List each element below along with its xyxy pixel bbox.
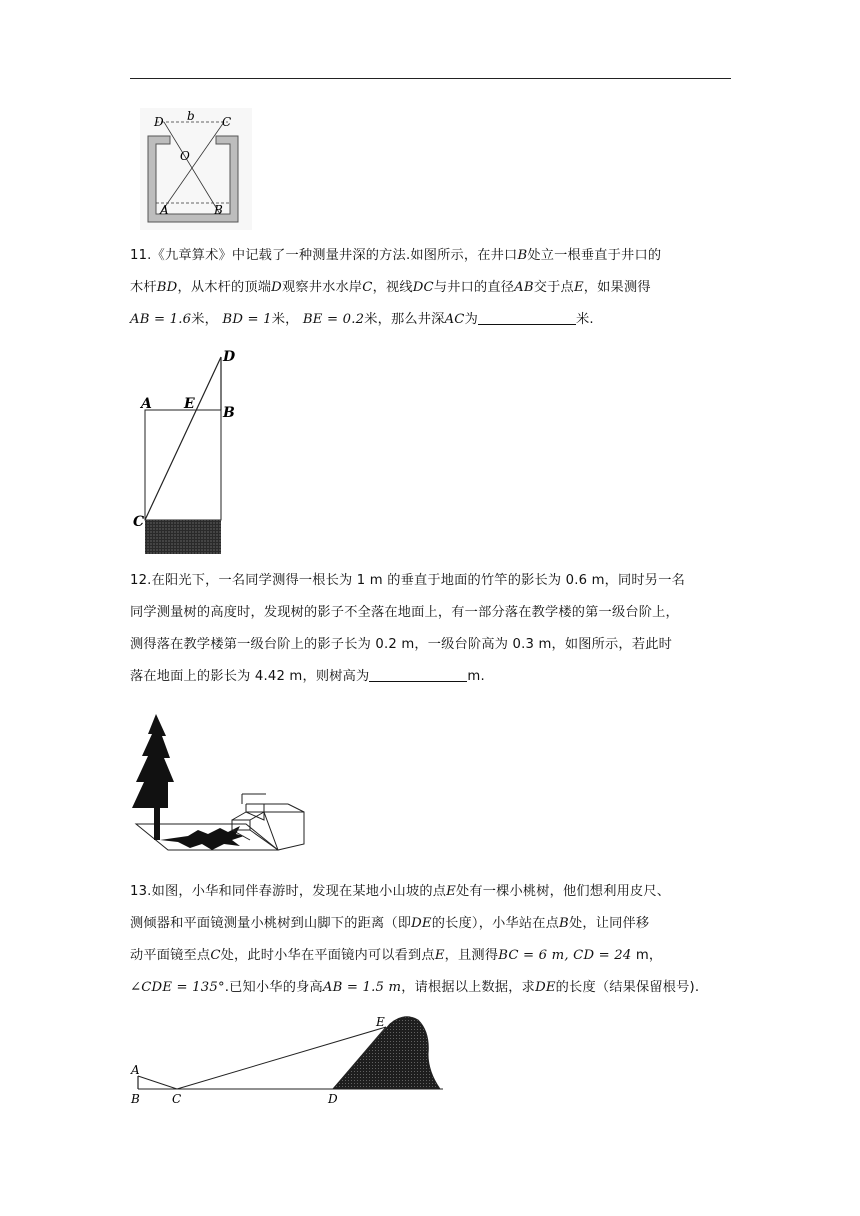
q13-text: ，请根据以上数据，求 (401, 980, 536, 995)
label-d: D (223, 349, 236, 365)
q13-var: C (210, 948, 221, 963)
q13-var: B (559, 916, 569, 931)
q13-text: 动平面镜至点 (130, 948, 211, 963)
question-13 (130, 876, 732, 1004)
label-e: E (376, 1015, 385, 1029)
q12-unit: m. (467, 669, 485, 684)
q11-var: C (362, 280, 373, 295)
tree-shadow-diagram-q12 (128, 712, 318, 864)
q11-text: 《九章算术》中记载了一种测量井深的方法.如图所示，在井口 (151, 248, 518, 263)
q11-text: 观察井水水岸 (281, 280, 363, 295)
question-number: 13. (130, 884, 152, 899)
label-a: A (141, 396, 152, 412)
q11-var: B (517, 248, 528, 263)
q11-math: AB = 1.6 (130, 312, 192, 327)
question-12 (130, 565, 732, 693)
q13-text: 测倾器和平面镜测量小桃树到山脚下的距离（即 (130, 916, 412, 931)
q11-var: BD (156, 280, 178, 295)
q13-text: .已知小华的身高 (224, 980, 323, 995)
q11-var: DC (412, 280, 434, 295)
label-d: D (154, 115, 164, 129)
q11-text: ，视线 (372, 280, 413, 295)
well-depth-diagram-q11 (135, 345, 245, 557)
q13-math: ∠CDE = 135° (130, 980, 225, 995)
q11-var: D (271, 280, 282, 295)
q13-text: 处，让同伴移 (568, 916, 650, 931)
q11-math: BE = 0.2 (302, 312, 365, 327)
q13-math: AB = 1.5 m (322, 980, 402, 995)
q13-var: E (434, 948, 445, 963)
q11-text: 米. (575, 312, 594, 327)
q13-text: m， (635, 948, 663, 963)
q12-line3: 测得落在教学楼第一级台阶上的影子长为 0.2 m，一级台阶高为 0.3 m，如图所示，若此时 (130, 637, 672, 652)
label-b: B (131, 1092, 140, 1106)
header-rule (130, 78, 731, 79)
q12-line2: 同学测量树的高度时，发现树的影子不全落在地面上，有一部分落在教学楼的第一级台阶上， (130, 605, 679, 620)
q13-var: DE (411, 916, 432, 931)
q11-text: 米， (271, 312, 299, 327)
q11-var: E (573, 280, 584, 295)
question-11 (130, 240, 732, 336)
question-number: 11. (130, 248, 152, 263)
label-a: A (131, 1063, 140, 1077)
label-o: O (180, 149, 190, 163)
label-c: C (172, 1092, 182, 1106)
q11-text: 木杆 (130, 280, 157, 295)
q13-text: 的长度），小华站在点 (431, 916, 560, 931)
q11-text: 与井口的直径 (433, 280, 515, 295)
label-c: C (133, 514, 145, 530)
q13-text: 如图，小华和同伴春游时，发现在某地小山坡的点 (151, 884, 447, 899)
q11-math: BD = 1 (222, 312, 272, 327)
question-number: 12. (130, 573, 152, 588)
q11-text: ，如果测得 (583, 280, 651, 295)
hill-mirror-diagram-q13 (128, 1010, 448, 1110)
q11-text: ，从木杆的顶端 (177, 280, 272, 295)
label-a: A (160, 203, 169, 217)
q13-var: E (446, 884, 456, 899)
label-c: C (222, 115, 232, 129)
q11-text: 为 (464, 312, 478, 327)
well-diagram-q10 (140, 108, 252, 230)
q13-math: BC = 6 m, CD = 24 (498, 948, 632, 963)
q11-var: AB (514, 280, 534, 295)
q13-text: 的长度（结果保留根号). (555, 980, 700, 995)
q12-line4: 落在地面上的影长为 4.42 m，则树高为 (130, 669, 370, 684)
label-b: b (187, 109, 195, 123)
label-e: E (184, 396, 195, 412)
label-b: B (223, 405, 235, 421)
q11-text: 米，那么井深 (364, 312, 445, 327)
q11-var: AC (444, 312, 465, 327)
answer-blank[interactable] (369, 667, 467, 682)
answer-blank[interactable] (478, 310, 576, 325)
label-d: D (328, 1092, 338, 1106)
q13-text: 处，此时小华在平面镜内可以看到点 (220, 948, 435, 963)
q13-var: DE (535, 980, 556, 995)
q11-text: 米， (191, 312, 219, 327)
q13-text: 处有一棵小桃树，他们想利用皮尺、 (455, 884, 671, 899)
label-b-bottom: B (214, 203, 223, 217)
q12-line1: 在阳光下，一名同学测得一根长为 1 m 的垂直于地面的竹竿的影长为 0.6 m，同时另一名 (151, 573, 685, 588)
q11-text: 交于点 (533, 280, 574, 295)
q11-text: 处立一根垂直于井口的 (527, 248, 662, 263)
q13-text: ，且测得 (444, 948, 499, 963)
